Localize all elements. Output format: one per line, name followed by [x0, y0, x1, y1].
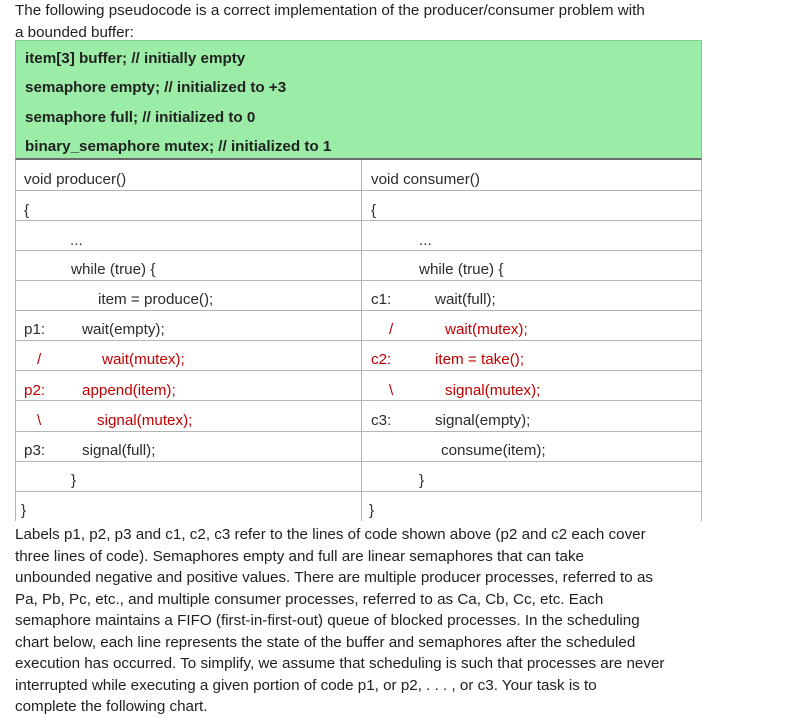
outro-line: Pa, Pb, Pc, etc., and multiple consumer processes, referred to as Ca, Cb, Cc, etc. Each	[15, 590, 604, 608]
declaration-full: semaphore full; // initialized to 0	[25, 109, 256, 126]
consumer-wait-full: wait(full);	[435, 291, 496, 308]
declaration-mutex: binary_semaphore mutex; // initialized to 1	[25, 138, 332, 155]
intro-line: a bounded buffer:	[15, 23, 134, 41]
consumer-while: while (true) {	[419, 261, 504, 278]
consumer-take: item = take();	[435, 351, 525, 368]
outro-line: Labels p1, p2, p3 and c1, c2, c3 refer to the lines of code shown above (p2 and c2 each cover	[15, 526, 646, 543]
outro-line: three lines of code). Semaphores empty and full are linear semaphores that can take	[15, 547, 585, 565]
consumer-close-brace: }	[369, 502, 375, 519]
producer-ellipsis: ...	[70, 232, 83, 249]
producer-inner-close: }	[71, 472, 77, 489]
producer-p1-label: p1:	[24, 321, 46, 338]
outro-line: interrupted while executing a given portion of code p1, or p2, . . . , or c3. Your task is to	[15, 676, 597, 694]
consumer-inner-close: }	[419, 472, 425, 489]
declaration-buffer: item[3] buffer; // initially empty	[25, 50, 246, 67]
producer-backslash: \	[37, 412, 42, 429]
outro-line: execution has occurred. To simplify, we assume that scheduling is such that processes are never	[15, 655, 665, 672]
outro-line: unbounded negative and positive values. There are multiple producer processes, referred to as	[15, 569, 653, 586]
producer-append: append(item);	[82, 382, 176, 399]
consumer-wait-mutex: wait(mutex);	[445, 321, 528, 338]
intro-paragraph	[15, 0, 715, 43]
producer-p2-label: p2:	[24, 382, 46, 399]
producer-wait-empty: wait(empty);	[82, 321, 165, 338]
outro-line: complete the following chart.	[15, 698, 208, 715]
consumer-c1-label: c1:	[371, 291, 392, 308]
declaration-empty: semaphore empty; // initialized to +3	[25, 79, 287, 96]
consumer-c3-label: c3:	[371, 412, 392, 429]
producer-header: void producer()	[24, 171, 127, 188]
producer-open-brace: {	[24, 202, 30, 219]
outro-line: chart below, each line represents the state of the buffer and semaphores after the scheduled	[15, 633, 636, 651]
producer-while: while (true) {	[71, 261, 156, 278]
producer-signal-full: signal(full);	[82, 442, 156, 459]
producer-close-brace: }	[21, 502, 27, 519]
consumer-open-brace: {	[371, 202, 377, 219]
producer-signal-mutex: signal(mutex);	[97, 412, 193, 429]
consumer-header: void consumer()	[371, 171, 480, 188]
producer-p3-label: p3:	[24, 442, 46, 459]
consumer-signal-empty: signal(empty);	[435, 412, 531, 429]
producer-produce: item = produce();	[98, 291, 214, 308]
declarations-block	[15, 40, 702, 160]
outro-line: semaphore maintains a FIFO (first-in-first-out) queue of blocked processes. In the scheduling	[15, 612, 640, 629]
consumer-ellipsis: ...	[419, 232, 432, 249]
consumer-c2-label: c2:	[371, 351, 392, 368]
consumer-consume: consume(item);	[441, 442, 546, 459]
consumer-backslash: \	[389, 382, 394, 399]
producer-wait-mutex: wait(mutex);	[102, 351, 185, 368]
outro-paragraph	[15, 524, 715, 718]
consumer-signal-mutex: signal(mutex);	[445, 382, 541, 399]
intro-line: The following pseudocode is a correct implementation of the producer/consumer problem with	[15, 2, 645, 19]
producer-slash: /	[37, 351, 42, 368]
consumer-slash: /	[389, 321, 394, 338]
